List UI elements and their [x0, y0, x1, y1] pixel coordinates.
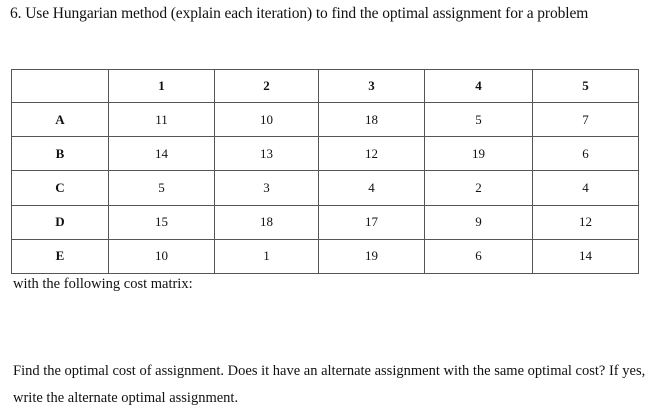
column-header: 3	[319, 70, 425, 103]
cost-cell: 3	[215, 171, 319, 205]
cost-cell: 4	[533, 171, 639, 205]
column-header: 4	[425, 70, 533, 103]
cost-matrix-table	[11, 69, 639, 274]
cost-cell: 10	[109, 239, 215, 273]
table-header-row	[12, 70, 639, 103]
cost-cell: 5	[109, 171, 215, 205]
table-row	[12, 137, 639, 171]
cost-cell: 6	[533, 137, 639, 171]
question-text: 6. Use Hungarian method (explain each iteration) to find the optimal assignment for a problem	[10, 5, 589, 22]
matrix-caption: with the following cost matrix:	[13, 276, 193, 292]
table-row	[12, 239, 639, 273]
cost-cell: 9	[425, 205, 533, 239]
cost-cell: 11	[109, 103, 215, 137]
row-header: A	[12, 103, 109, 137]
cost-cell: 7	[533, 103, 639, 137]
cost-cell: 19	[319, 239, 425, 273]
cost-cell: 17	[319, 205, 425, 239]
cost-cell: 14	[109, 137, 215, 171]
column-header: 5	[533, 70, 639, 103]
table-row	[12, 103, 639, 137]
cost-cell: 12	[533, 205, 639, 239]
column-header: 1	[109, 70, 215, 103]
column-header: 2	[215, 70, 319, 103]
table-row	[12, 205, 639, 239]
cost-cell: 14	[533, 239, 639, 273]
row-header: B	[12, 137, 109, 171]
cost-cell: 5	[425, 103, 533, 137]
cost-cell: 15	[109, 205, 215, 239]
cost-cell: 18	[215, 205, 319, 239]
cost-cell: 12	[319, 137, 425, 171]
cost-cell: 2	[425, 171, 533, 205]
cost-cell: 10	[215, 103, 319, 137]
cost-cell: 4	[319, 171, 425, 205]
cost-cell: 1	[215, 239, 319, 273]
cost-cell: 6	[425, 239, 533, 273]
row-header: D	[12, 205, 109, 239]
cost-cell: 18	[319, 103, 425, 137]
table-row	[12, 171, 639, 205]
cost-cell: 19	[425, 137, 533, 171]
corner-header-cell	[12, 70, 109, 103]
row-header: E	[12, 239, 109, 273]
row-header: C	[12, 171, 109, 205]
cost-cell: 13	[215, 137, 319, 171]
final-question-text: Find the optimal cost of assignment. Does it have an alternate assignment with the same optimal cost? If yes, write the alternate optimal assignment.	[13, 363, 646, 406]
